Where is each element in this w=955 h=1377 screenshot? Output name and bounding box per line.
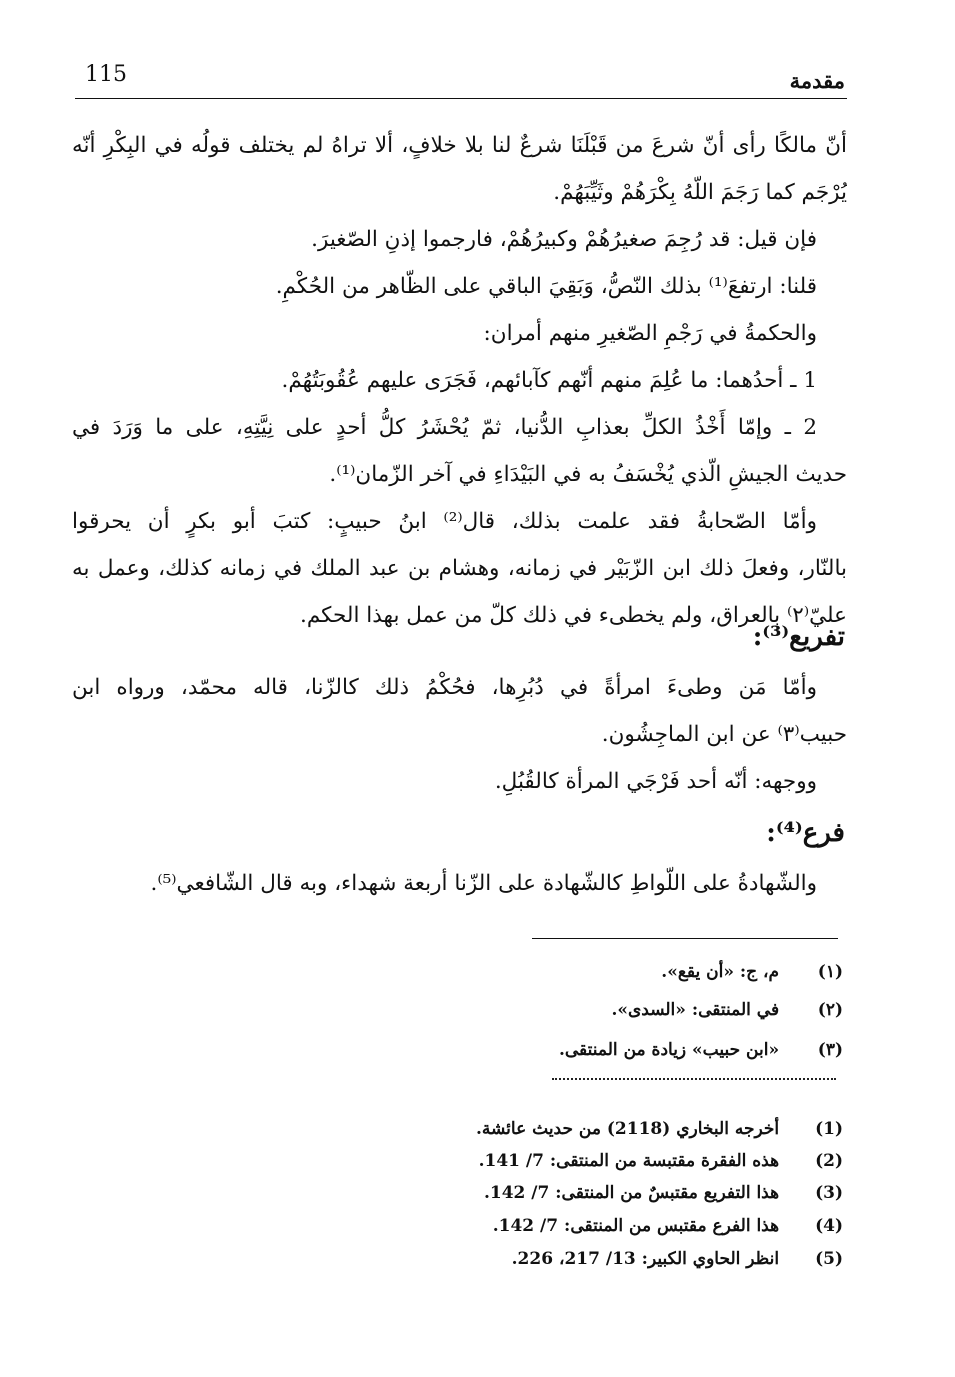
body-line: يُرْجَم كما رَجَمَ اللّهُ بِكْرَهُمْ وثَيِّبَهُمْ. (553, 180, 847, 205)
variant-note (463, 998, 843, 1022)
footnote (463, 1149, 843, 1173)
body-line: عليّ⁽٢⁾ بالعراق، ولم يخطىء في ذلك كلّ من عمل بهذا الحكم. (300, 603, 847, 628)
footnote-dotted-separator (552, 1078, 836, 1080)
body-line: وأمّا الصّحابةُ فقد علمت بذلك، قال⁽²⁾ ابنُ حبيبٍ: كتبَ أبو بكرٍ أن يحرقوا (72, 509, 817, 534)
section-heading-tafree: تفريع⁽³⁾: (752, 622, 845, 652)
footnote-text: انظر الحاوي الكبير: 13/ 217، 226. (511, 1249, 780, 1269)
footnote (463, 1117, 843, 1141)
body-line: فإن قيل: قد رُجِمَ صغيرُهُمْ وكبيرُهُمْ، فارجموا إذنِ الصّغيرَ. (311, 227, 817, 252)
footnote-number: (4) (815, 1216, 843, 1236)
body-line: أنّ مالكًا رأى أنّ شرعَ من قَبْلَنَا شرعٌ لنا بلا خلافٍ، ألا تراهُ لم يختلف قولُه في البِكْرِ أنّه (72, 133, 847, 158)
section-heading-far: فرع⁽⁴⁾: (766, 818, 845, 848)
body-line: ووجهه: أنّه أحد فَرْجَي المرأة كالقُبُلِ. (494, 769, 817, 794)
variant-note-number: (٣) (817, 1040, 843, 1060)
footnote (463, 1214, 843, 1238)
footnote-text: أخرجه البخاري (2118) من حديث عائشة. (475, 1119, 780, 1139)
page-header (75, 58, 845, 98)
footnote-text: هذا التفريع مقتبسٌ من المنتقى: 7/ 142. (483, 1183, 780, 1203)
body-line: حديث الجيشِ الّذي يُخْسَفُ به في البَيْدَاءِ في آخر الزّمان⁽¹⁾. (329, 462, 847, 487)
running-title: مقدمة (789, 68, 845, 93)
footnote-rule (532, 938, 838, 939)
body-line: قلنا: ارتفعَ⁽¹⁾ بذلك النّصُّ، وَبَقِيَ الباقي على الظّاهر من الحُكْمِ. (275, 274, 817, 299)
body-line: والحكمةُ في رَجْمِ الصّغيرِ منهم أمران: (483, 321, 817, 346)
body-block-2 (72, 664, 847, 805)
variant-note-text: «ابن حبيب» زيادة من المنتقى. (558, 1040, 780, 1060)
footnote-number: (2) (815, 1151, 843, 1171)
variant-note-number: (٢) (817, 1000, 843, 1020)
footnote (463, 1247, 843, 1271)
variant-note-text: م، ج: «أن يقع». (661, 962, 780, 982)
footnote-number: (1) (815, 1119, 843, 1139)
footnote-number: (3) (815, 1183, 843, 1203)
variant-note-number: (١) (817, 962, 843, 982)
variant-note (463, 960, 843, 984)
body-line: 1 ـ أحدُهما: ما عُلِمَ منهم أنّهم كآبائهم، فَجَرَى عليهم عُقُوبَتُهُمْ. (281, 368, 817, 393)
body-line: حبيب⁽٣⁾ عن ابن الماجِشُون. (601, 722, 847, 747)
variant-note (463, 1038, 843, 1062)
page-number: 115 (85, 62, 127, 87)
footnote-number: (5) (815, 1249, 843, 1269)
footnote-text: هذه الفقرة مقتبسة من المنتقى: 7/ 141. (478, 1151, 780, 1171)
variant-note-text: في المنتقى: «السدى». (611, 1000, 780, 1020)
body-line: بالنّار، وفعلَ ذلك ابن الزّبَيْر في زمانه، وهشام بن عبد الملك في زمانه كذلك، وعمل به (72, 556, 847, 581)
body-block-3 (72, 860, 847, 907)
footnote-text: هذا الفرع مقتبس من المنتقى: 7/ 142. (492, 1216, 780, 1236)
header-rule (75, 98, 847, 99)
body-line: وأمّا مَن وطىءَ امرأةً في دُبُرِها، فحُكْمُ ذلك كالزّنا، قاله محمّد، ورواه ابن (72, 675, 817, 700)
footnote (463, 1181, 843, 1205)
body-block-1 (72, 122, 847, 639)
body-line: والشّهادةُ على اللّواطِ كالشّهادة على الزّنا أربعة شهداء، وبه قال الشّافعي⁽⁵⁾. (150, 871, 817, 896)
body-line: 2 ـ وإمّا أَخْذُ الكلِّ بعذابِ الدُّنيا، ثمّ يُحْشَرُ كلُّ أحدٍ على نِيَّتِهِ، على ما وَرَدَ في (72, 415, 817, 440)
